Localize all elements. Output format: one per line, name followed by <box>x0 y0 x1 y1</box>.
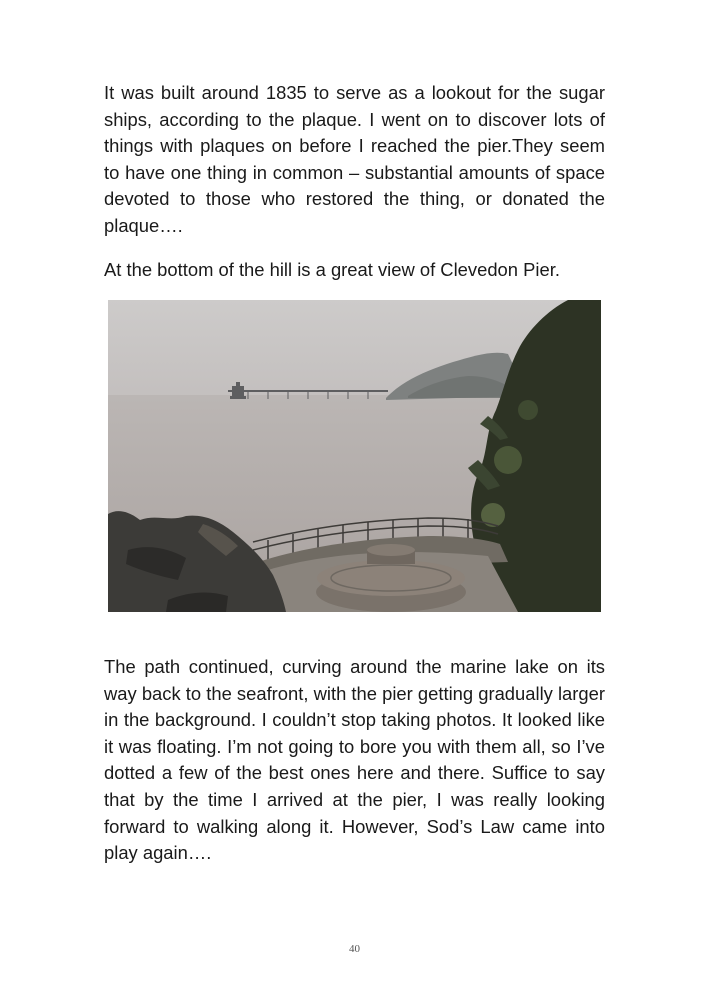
paragraph-lookout: It was built around 1835 to serve as a lookout for the sugar ships, according to the plaque. I went on to discover lots of things with plaques on before I reached the pier.They seem to have one thing in common – substantial amounts of space devoted to those who restored the thing, or donated the plaque…. <box>104 82 605 236</box>
clevedon-pier-photo <box>108 300 601 612</box>
paragraph-path-continued: The path continued, curving around the marine lake on its way back to the seafront, with the pier getting gradually larger in the background. I couldn’t stop taking photos. It looked like it was floating. I’m not going to bore you with them all, so I’ve dotted a few of the best ones here and there. Suffice to say that by the time I arrived at the pier, I was really looking forward to walking along it. However, Sod’s Law came into play again…. <box>104 656 605 864</box>
page-number: 40 <box>349 943 360 955</box>
paragraph-pier-view: At the bottom of the hill is a great view of Clevedon Pier. <box>104 259 560 280</box>
